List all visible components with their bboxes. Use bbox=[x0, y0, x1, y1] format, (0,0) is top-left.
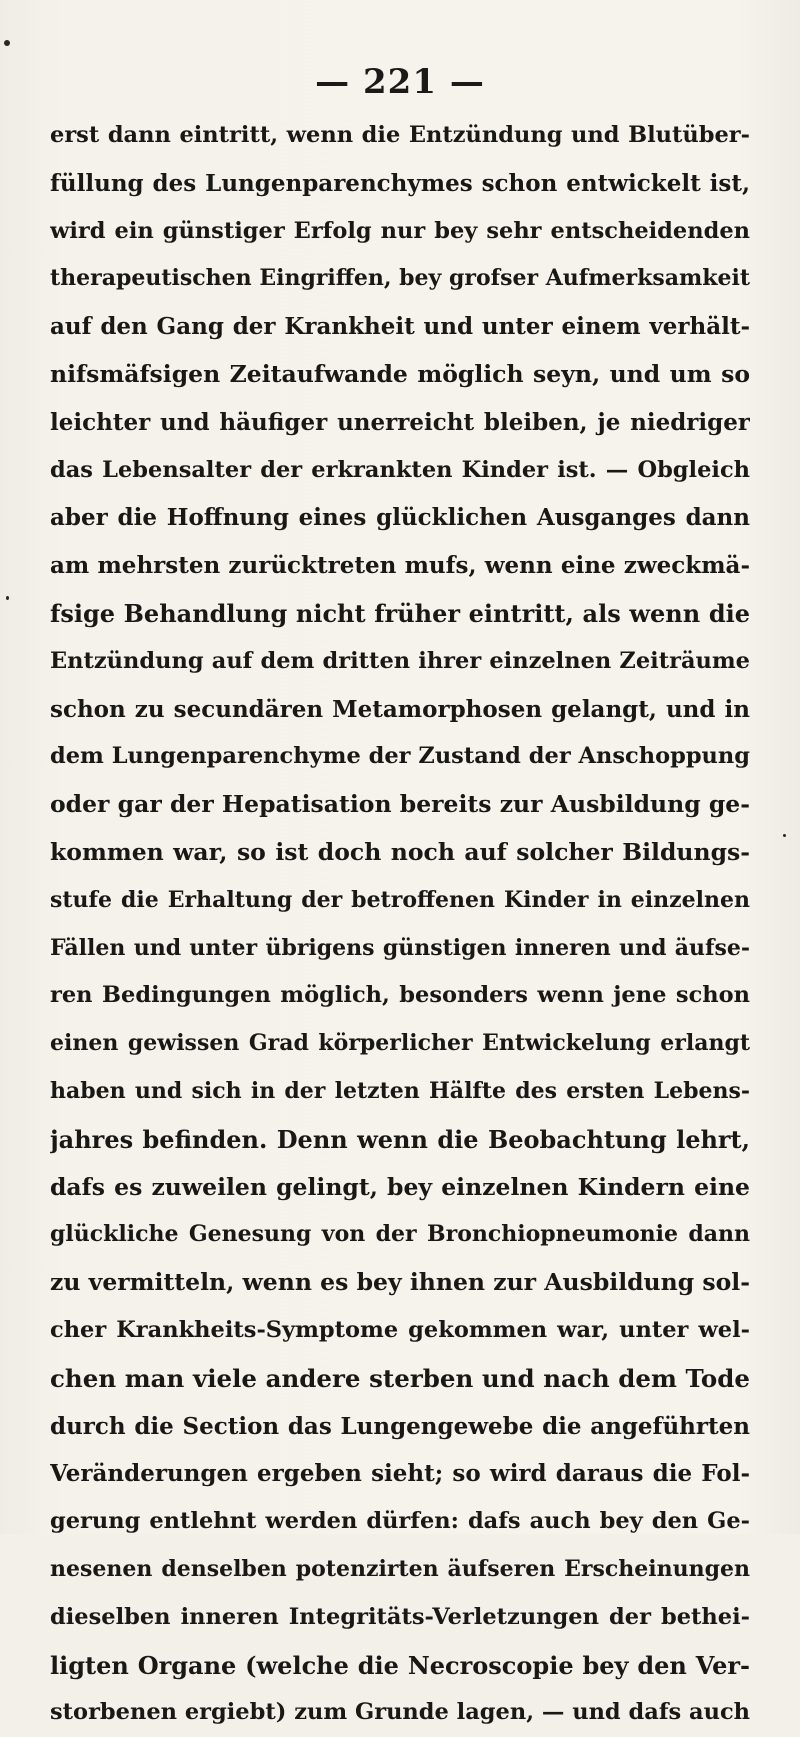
text-line: das Lebensalter der erkrankten Kinder ist. — Obgleich bbox=[50, 456, 750, 483]
text-line: Fällen und unter übrigens günstigen inneren und äufse- bbox=[50, 934, 750, 961]
text-line: haben und sich in der letzten Hälfte des ersten Lebens- bbox=[50, 1077, 750, 1104]
text-line: nesenen denselben potenzirten äufseren Erscheinungen bbox=[50, 1555, 750, 1582]
text-line: Entzündung auf dem dritten ihrer einzelnen Zeiträume bbox=[50, 647, 750, 674]
text-line: am mehrsten zurücktreten mufs, wenn eine zweckmä- bbox=[50, 552, 750, 580]
text-line: dem Lungenparenchyme der Zustand der Anschoppung bbox=[50, 743, 750, 770]
text-line: cher Krankheits-Symptome gekommen war, unter wel- bbox=[50, 1316, 750, 1343]
text-line: durch die Section das Lungengewebe die angeführten bbox=[50, 1412, 750, 1440]
page-number: — 221 — bbox=[315, 62, 485, 102]
text-line: schon zu secundären Metamorphosen gelangt, und in bbox=[50, 695, 750, 723]
text-line: Veränderungen ergeben sieht; so wird daraus die Fol- bbox=[50, 1460, 750, 1488]
text-line: gerung entlehnt werden dürfen: dafs auch bey den Ge- bbox=[50, 1508, 750, 1535]
text-line: jahres befinden. Denn wenn die Beobachtung lehrt, bbox=[50, 1124, 750, 1154]
text-line: wird ein günstiger Erfolg nur bey sehr entscheidenden bbox=[50, 217, 750, 244]
text-line: auf den Gang der Krankheit und unter einem verhält- bbox=[50, 313, 750, 341]
ink-speck bbox=[783, 834, 786, 837]
text-line: ligten Organe (welche die Necroscopie bey den Ver- bbox=[50, 1650, 750, 1680]
text-line: leichter und häufiger unerreicht bleiben, je niedriger bbox=[50, 408, 750, 436]
text-line: chen man viele andere sterben und nach dem Tode bbox=[50, 1363, 750, 1393]
body-text bbox=[50, 112, 750, 1737]
text-line: dafs es zuweilen gelingt, bey einzelnen Kindern eine bbox=[50, 1172, 750, 1201]
text-line: dieselben inneren Integritäts-Verletzungen der bethei- bbox=[50, 1603, 750, 1630]
text-line: storbenen ergiebt) zum Grunde lagen, — und dafs auch bbox=[50, 1699, 750, 1726]
ink-speck bbox=[4, 40, 10, 46]
text-line: einen gewissen Grad körperlicher Entwickelung erlangt bbox=[50, 1030, 750, 1057]
text-line: erst dann eintritt, wenn die Entzündung und Blutüber- bbox=[50, 122, 750, 148]
text-line: therapeutischen Eingriffen, bey grofser Aufmerksamkeit bbox=[50, 265, 750, 292]
text-line: fsige Behandlung nicht früher eintritt, als wenn die bbox=[50, 598, 750, 628]
text-line: kommen war, so ist doch noch auf solcher Bildungs- bbox=[50, 837, 750, 866]
text-line: oder gar der Hepatisation bereits zur Ausbildung ge- bbox=[50, 790, 750, 819]
text-line: zu vermitteln, wenn es bey ihnen zur Ausbildung sol- bbox=[50, 1268, 750, 1297]
text-line: stufe die Erhaltung der betroffenen Kinder in einzelnen bbox=[50, 886, 750, 913]
text-line: ren Bedingungen möglich, besonders wenn jene schon bbox=[50, 982, 750, 1009]
text-line: nifsmäfsigen Zeitaufwande möglich seyn, und um so bbox=[50, 359, 750, 388]
ink-speck bbox=[6, 596, 9, 600]
text-line: aber die Hoffnung eines glücklichen Ausganges dann bbox=[50, 504, 750, 532]
text-line: füllung des Lungenparenchymes schon entwickelt ist, bbox=[50, 169, 750, 197]
text-line: glückliche Genesung von der Bronchiopneumonie dann bbox=[50, 1221, 750, 1248]
